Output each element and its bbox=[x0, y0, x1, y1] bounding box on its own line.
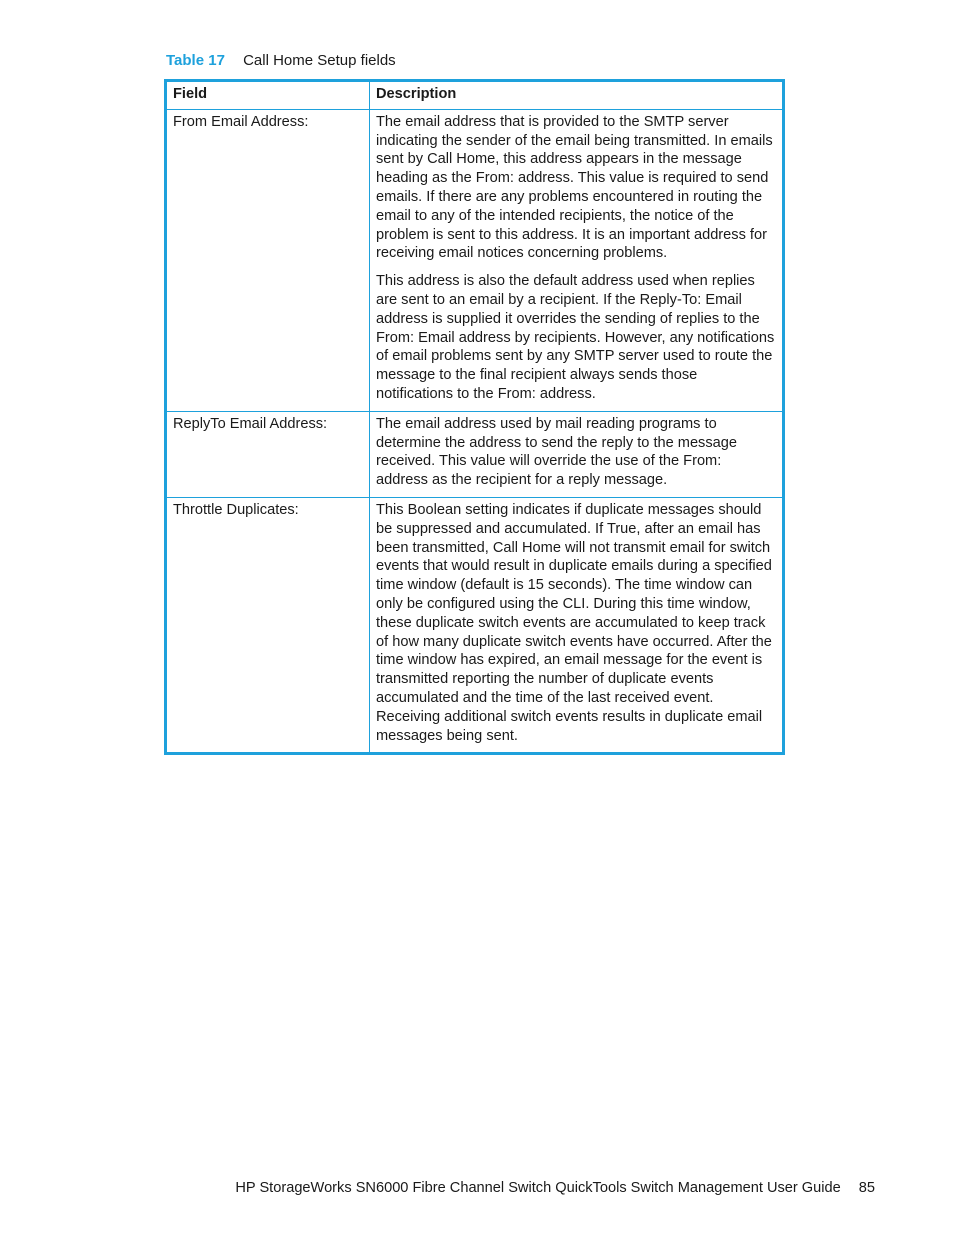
description-paragraph: The email address used by mail reading programs to determine the address to send the reply to the message received. This value will override the use of the From: address as the recipient for a reply message. bbox=[376, 415, 738, 489]
description-paragraph: The email address that is provided to the SMTP server indicating the sender of the email being transmitted. In emails sent by Call Home, this address appears in the message heading as the From: address. This value is required to send emails. If there are any problems encountered in routing the email to any of the intended recipients, the notice of the problem is sent to this address. It is an important address for receiving email notices concerning problems. bbox=[376, 113, 773, 262]
table-caption bbox=[166, 51, 396, 70]
page-number: 85 bbox=[858, 1180, 875, 1196]
field-cell: From Email Address: bbox=[166, 109, 370, 411]
field-cell: ReplyTo Email Address: bbox=[166, 411, 370, 497]
table-row bbox=[166, 411, 784, 497]
description-cell bbox=[370, 411, 784, 497]
header-field: Field bbox=[166, 81, 370, 110]
guide-title: HP StorageWorks SN6000 Fibre Channel Switch QuickTools Switch Management User Guide bbox=[235, 1180, 841, 1196]
description-cell bbox=[370, 109, 784, 411]
description-paragraph: This Boolean setting indicates if duplicate messages should be suppressed and accumulated. If True, after an email has been transmitted, Call Home will not transmit email for switch events that would result in duplicate emails during a specified time window (default is 15 seconds). The time window can only be configured using the CLI. During this time window, these duplicate switch events are accumulated to keep track of how many duplicate switch events have occurred. After the time window has expired, an email message for the event is transmitted reporting the number of duplicate events accumulated and the time of the last received event. Receiving additional switch events results in duplicate email messages being sent. bbox=[376, 501, 772, 744]
description-cell bbox=[370, 497, 784, 753]
field-cell: Throttle Duplicates: bbox=[166, 497, 370, 753]
table-row bbox=[166, 109, 784, 411]
table-row bbox=[166, 497, 784, 753]
description-paragraph: This address is also the default address used when replies are sent to an email by a recipient. If the Reply-To: Email address is supplied it overrides the sending of replies to the From: Email address by recipients. However, any notifications of email problems sent by any SMTP server used to route the message to the final recipient always sends those notifications to the From: address. bbox=[376, 273, 775, 402]
page-footer bbox=[0, 1179, 875, 1198]
table-number: Table 17 bbox=[166, 52, 225, 69]
table-header-row bbox=[166, 81, 784, 110]
call-home-setup-table bbox=[164, 79, 785, 755]
header-description: Description bbox=[370, 81, 784, 110]
table-title: Call Home Setup fields bbox=[243, 52, 396, 69]
